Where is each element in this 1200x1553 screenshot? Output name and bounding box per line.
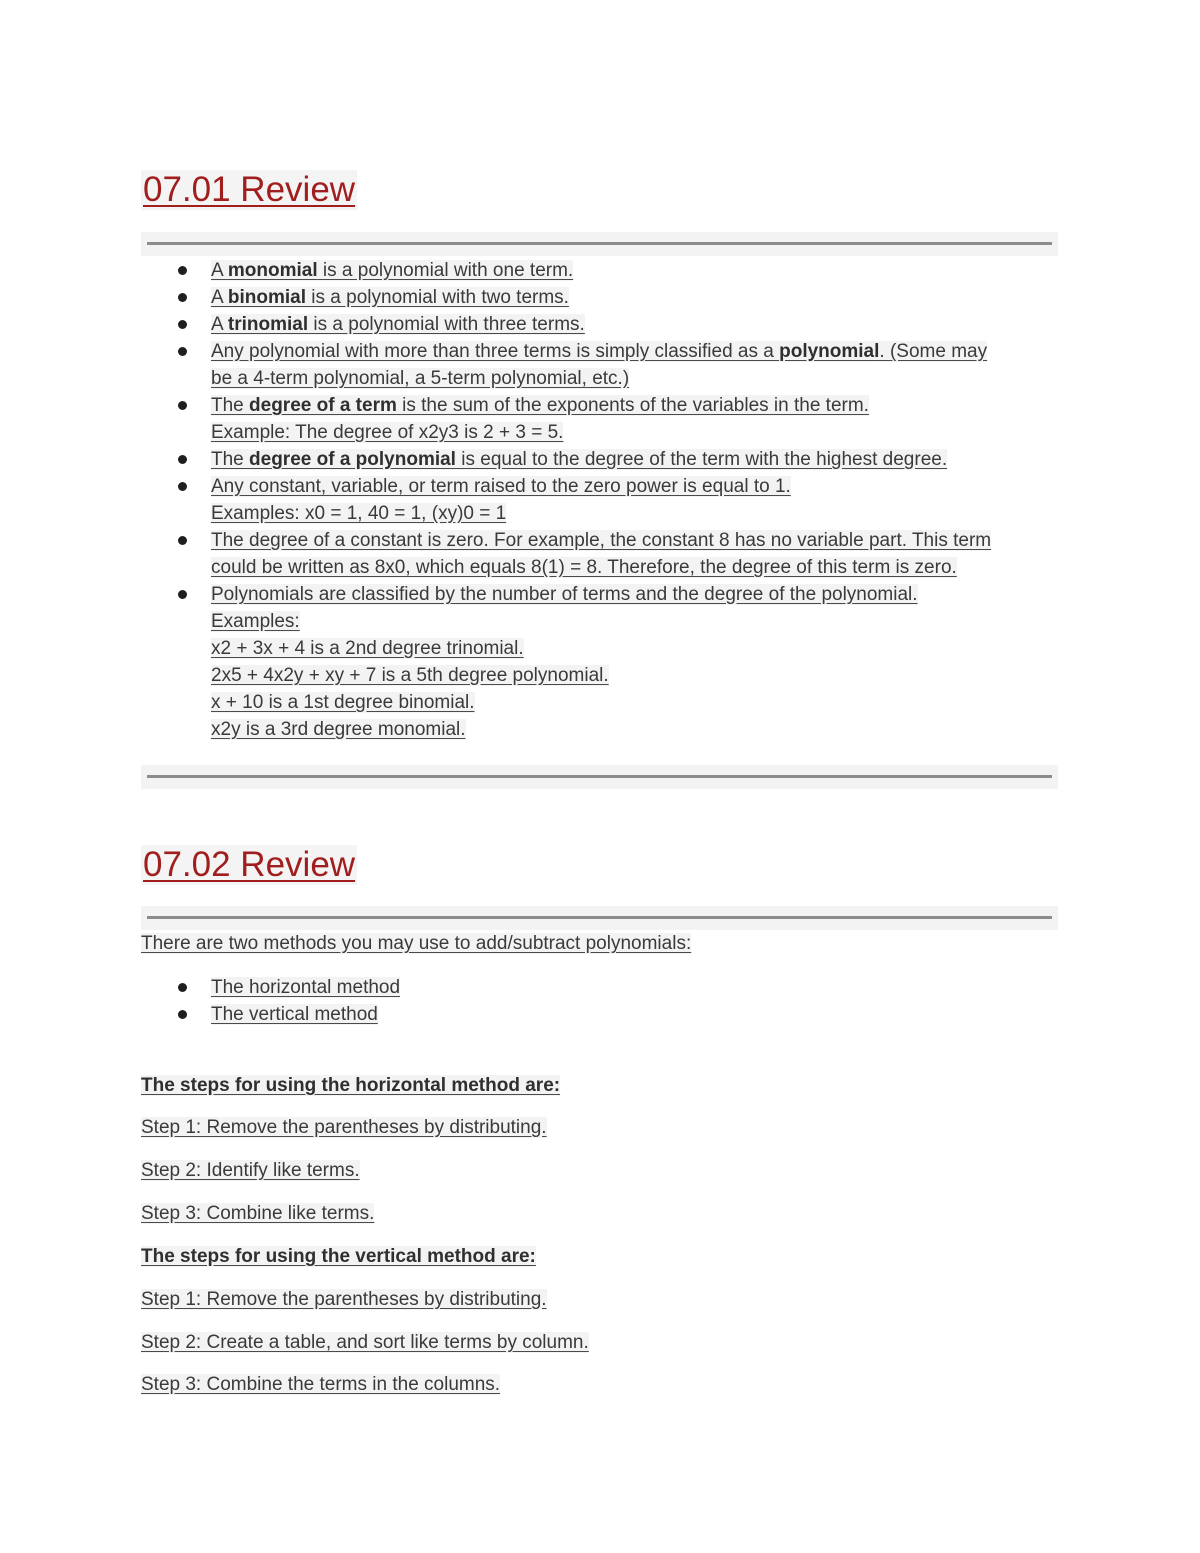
list-item-line [211,662,1070,689]
line-text-part: is equal to the degree of the term with the highest degree. [455,449,948,470]
bullet-icon [178,983,187,992]
line-text [211,422,563,443]
line-text-part: Polynomials are classified by the number of terms and the degree of the polynomial. [211,584,918,605]
list-item[interactable] [0,311,1070,338]
list-item-line [211,608,1070,635]
horizontal-step-3: Step 3: Combine like terms. [141,1203,375,1224]
line-text-part: Example: The degree of x2y3 is 2 + 3 = 5. [211,422,564,443]
line-text-part: is the sum of the exponents of the variables in the term. [396,395,869,416]
list-item-line [211,473,1070,500]
list-item-line [211,500,1070,527]
methods-intro: There are two methods you may use to add/subtract polynomials: [141,933,692,954]
line-text-part: The [211,449,250,470]
rule-line [147,242,1052,245]
bullet-icon [178,482,187,491]
line-text-part: Any constant, variable, or term raised to the zero power is equal to 1. [211,476,791,497]
line-text [211,638,524,659]
list-item-line [211,527,1070,554]
line-text [211,368,629,389]
line-text [211,977,400,998]
line-text-part: x + 10 is a 1st degree binomial. [211,692,475,713]
list-item-line [211,392,1070,419]
horizontal-rule [141,765,1058,789]
bullet-icon [178,266,187,275]
list-item-line [211,365,1070,392]
bullet-icon [178,1010,187,1019]
line-text [211,449,947,470]
bullet-icon [178,320,187,329]
line-text [211,692,475,713]
vertical-step-3: Step 3: Combine the terms in the columns. [141,1374,501,1395]
vertical-step-2: Step 2: Create a table, and sort like terms by column. [141,1332,589,1353]
bullet-icon [178,536,187,545]
line-text-part: Examples: x0 = 1, 40 = 1, (xy)0 = 1 [211,503,507,524]
bold-term: polynomial [779,341,880,362]
line-text [211,287,569,308]
vertical-step-1: Step 1: Remove the parentheses by distributing. [141,1289,547,1310]
bullet-icon [178,347,187,356]
rule-line [147,916,1052,919]
list-item-line [211,257,1070,284]
bold-term: binomial [227,287,307,308]
list-item-line [211,419,1070,446]
list-item[interactable] [0,473,1070,527]
bold-term: degree of a term [249,395,397,416]
list-item[interactable] [0,392,1070,446]
line-text-part: Examples: [211,611,300,632]
bold-term: monomial [227,260,318,281]
line-text-part: The vertical method [211,1004,378,1025]
list-item-line [211,338,1070,365]
line-text-part: could be written as 8x0, which equals 8(1) = 8. Therefore, the degree of this term is zero. [211,557,957,578]
horizontal-rule [141,232,1058,256]
line-text-part: The degree of a constant is zero. For example, the constant 8 has no variable part. This term [211,530,992,551]
line-text [211,584,918,605]
line-text-part: . (Some may [879,341,988,362]
line-text [211,719,466,740]
list-item-line [211,1001,700,1028]
horizontal-method-title: The steps for using the horizontal method are: [141,1075,561,1096]
line-text [211,503,506,524]
line-text-part: The [211,395,250,416]
list-item[interactable] [0,974,700,1001]
line-text-part: A [211,314,228,335]
section-title-07-01[interactable]: 07.01 Review [143,170,356,209]
line-text [211,314,585,335]
list-item-line [211,554,1070,581]
list-item-line [211,446,1070,473]
list-item-line [211,974,700,1001]
line-text [211,395,869,416]
methods-list [0,974,700,1028]
bullet-icon [178,293,187,302]
line-text-part: Any polynomial with more than three terms is simply classified as a [211,341,780,362]
list-item[interactable] [0,581,1070,743]
horizontal-step-2: Step 2: Identify like terms. [141,1160,360,1181]
line-text-part: be a 4-term polynomial, a 5-term polynomial, etc.) [211,368,630,389]
list-item[interactable] [0,338,1070,392]
line-text [211,557,957,578]
horizontal-step-1: Step 1: Remove the parentheses by distributing. [141,1117,547,1138]
line-text-part: A [211,287,228,308]
line-text-part: 2x5 + 4x2y + xy + 7 is a 5th degree polynomial. [211,665,609,686]
bold-term: trinomial [227,314,309,335]
line-text [211,530,991,551]
line-text [211,341,987,362]
bullet-icon [178,590,187,599]
bullet-icon [178,401,187,410]
list-item[interactable] [0,257,1070,284]
line-text [211,476,791,497]
section-title-07-02[interactable]: 07.02 Review [143,845,356,884]
bold-term: degree of a polynomial [249,449,456,470]
review-list-07-01 [0,257,1070,743]
line-text [211,1004,378,1025]
line-text-part: is a polynomial with one term. [317,260,574,281]
line-text-part: x2 + 3x + 4 is a 2nd degree trinomial. [211,638,524,659]
list-item[interactable] [0,284,1070,311]
rule-line [147,775,1052,778]
line-text-part: is a polynomial with three terms. [308,314,585,335]
list-item-line [211,581,1070,608]
list-item[interactable] [0,527,1070,581]
line-text [211,611,300,632]
list-item-line [211,284,1070,311]
list-item-line [211,689,1070,716]
line-text-part: x2y is a 3rd degree monomial. [211,719,466,740]
list-item[interactable] [0,446,1070,473]
horizontal-rule [141,906,1058,930]
line-text [211,260,573,281]
list-item[interactable] [0,1001,700,1028]
list-item-line [211,716,1070,743]
line-text [211,665,609,686]
line-text-part: is a polynomial with two terms. [306,287,569,308]
list-item-line [211,311,1070,338]
vertical-method-title: The steps for using the vertical method are: [141,1246,536,1267]
line-text-part: A [211,260,228,281]
list-item-line [211,635,1070,662]
line-text-part: The horizontal method [211,977,401,998]
bullet-icon [178,455,187,464]
